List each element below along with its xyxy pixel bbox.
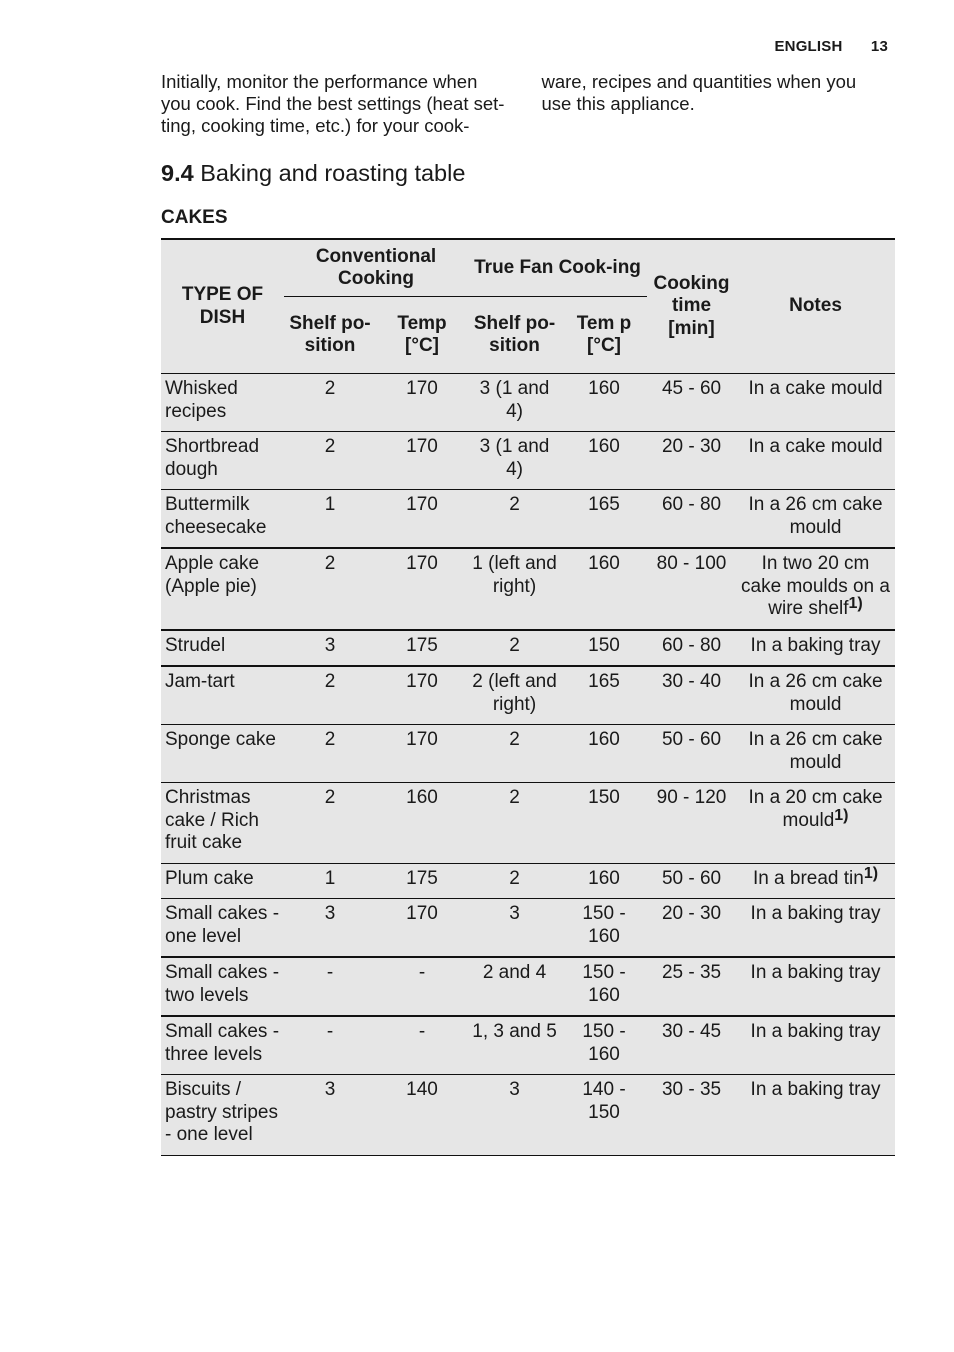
conventional-temp-cell: 140 (376, 1075, 468, 1156)
header-conventional-shelf-position: Shelf po-sition (289, 312, 371, 356)
conventional-temp-cell: 170 (376, 666, 468, 725)
fan-temp-cell: 150 - 160 (561, 899, 647, 958)
cooking-time-cell: 50 - 60 (647, 863, 736, 899)
footnote-marker: 1) (834, 806, 849, 824)
table-body (161, 374, 895, 1156)
fan-shelf-cell: 3 (468, 899, 561, 958)
notes-cell (736, 863, 895, 899)
conventional-shelf-cell: 2 (284, 374, 376, 432)
notes-cell: In a 26 cm cake mould (736, 490, 895, 549)
conventional-shelf-cell: 2 (284, 548, 376, 630)
fan-shelf-cell: 1, 3 and 5 (468, 1016, 561, 1075)
cooking-time-cell: 25 - 35 (647, 957, 736, 1016)
cooking-time-cell: 20 - 30 (647, 432, 736, 490)
cooking-time-cell: 20 - 30 (647, 899, 736, 958)
conventional-shelf-cell: 3 (284, 899, 376, 958)
conventional-shelf-cell: - (284, 1016, 376, 1075)
table-row (161, 725, 895, 783)
header-type-of-dish: TYPE OF DISH (161, 239, 284, 374)
cooking-time-cell: 50 - 60 (647, 725, 736, 783)
conventional-temp-cell: 170 (376, 490, 468, 549)
table-row (161, 899, 895, 958)
header-true-fan-cooking: True Fan Cook-ing (468, 239, 647, 297)
conventional-shelf-cell: - (284, 957, 376, 1016)
running-header (774, 38, 888, 55)
fan-shelf-cell: 2 and 4 (468, 957, 561, 1016)
footnote-marker: 1) (863, 864, 879, 882)
fan-temp-cell: 150 - 160 (561, 957, 647, 1016)
notes-cell: In a baking tray (736, 957, 895, 1016)
header-fan-shelf-position: Shelf po-sition (473, 312, 556, 356)
cooking-time-cell: 30 - 35 (647, 1075, 736, 1156)
notes-cell: In a cake mould (736, 432, 895, 490)
conventional-shelf-cell: 3 (284, 1075, 376, 1156)
cooking-time-cell: 60 - 80 (647, 490, 736, 549)
header-conventional-cooking: Conventional Cooking (284, 239, 468, 297)
dish-cell: Shortbread dough (161, 432, 284, 490)
dish-cell: Jam-tart (161, 666, 284, 725)
header-fan-temp: Tem p [°C] (576, 312, 632, 356)
dish-cell: Plum cake (161, 863, 284, 899)
conventional-temp-cell: 170 (376, 432, 468, 490)
table-row (161, 1075, 895, 1156)
notes-cell: In a baking tray (736, 899, 895, 958)
intro-text (161, 71, 889, 137)
table-row (161, 630, 895, 667)
intro-column-2: ware, recipes and quantities when you use this appliance. (541, 71, 857, 114)
dish-cell: Christmas cake / Rich fruit cake (161, 783, 284, 864)
conventional-temp-cell: 170 (376, 374, 468, 432)
fan-temp-cell: 150 - 160 (561, 1016, 647, 1075)
fan-shelf-cell: 2 (468, 783, 561, 864)
fan-temp-cell: 160 (561, 432, 647, 490)
fan-shelf-cell: 3 (1 and 4) (468, 374, 561, 432)
table-row (161, 666, 895, 725)
conventional-temp-cell: - (376, 1016, 468, 1075)
cooking-time-cell: 45 - 60 (647, 374, 736, 432)
conventional-shelf-cell: 1 (284, 863, 376, 899)
cooking-time-cell: 30 - 45 (647, 1016, 736, 1075)
table-row (161, 432, 895, 490)
intro-column-1: Initially, monitor the performance when you cook. Find the best settings (heat set-ting, cooking time, etc.) for your cook- (161, 71, 505, 136)
dish-cell: Buttermilk cheesecake (161, 490, 284, 549)
notes-text: In a 20 cm cake mould (748, 787, 883, 831)
conventional-temp-cell: 170 (376, 899, 468, 958)
notes-text: In a bread tin (752, 867, 864, 889)
fan-temp-cell: 160 (561, 374, 647, 432)
baking-table (161, 238, 895, 1156)
fan-temp-cell: 150 (561, 783, 647, 864)
section-title-text: Baking and roasting table (200, 160, 466, 186)
language-label: ENGLISH (774, 38, 843, 55)
table-row (161, 783, 895, 864)
table-row (161, 957, 895, 1016)
cooking-time-cell: 30 - 40 (647, 666, 736, 725)
fan-shelf-cell: 2 (left and right) (468, 666, 561, 725)
header-conventional-temp: Temp [°C] (397, 312, 447, 356)
fan-temp-cell: 165 (561, 666, 647, 725)
notes-text: In two 20 cm cake moulds on a wire shelf (741, 553, 890, 619)
dish-cell: Small cakes - three levels (161, 1016, 284, 1075)
dish-cell: Apple cake (Apple pie) (161, 548, 284, 630)
table-row (161, 863, 895, 899)
footnote-marker: 1) (848, 595, 863, 612)
notes-cell: In a baking tray (736, 1016, 895, 1075)
section-title (161, 160, 465, 187)
dish-cell: Small cakes - two levels (161, 957, 284, 1016)
fan-temp-cell: 160 (561, 863, 647, 899)
conventional-temp-cell: 160 (376, 783, 468, 864)
page-number: 13 (870, 38, 888, 55)
fan-shelf-cell: 2 (468, 490, 561, 549)
fan-shelf-cell: 2 (468, 630, 561, 667)
conventional-shelf-cell: 2 (284, 783, 376, 864)
fan-shelf-cell: 3 (1 and 4) (468, 432, 561, 490)
table-row (161, 374, 895, 432)
header-cooking-time: Cooking time [min] (647, 239, 736, 374)
dish-cell: Small cakes - one level (161, 899, 284, 958)
dish-cell: Whisked recipes (161, 374, 284, 432)
conventional-temp-cell: 170 (376, 548, 468, 630)
fan-shelf-cell: 1 (left and right) (468, 548, 561, 630)
fan-temp-cell: 160 (561, 548, 647, 630)
conventional-shelf-cell: 3 (284, 630, 376, 667)
conventional-shelf-cell: 2 (284, 432, 376, 490)
fan-shelf-cell: 3 (468, 1075, 561, 1156)
conventional-shelf-cell: 2 (284, 725, 376, 783)
notes-cell (736, 783, 895, 864)
notes-cell: In a 26 cm cake mould (736, 725, 895, 783)
header-notes: Notes (736, 239, 895, 374)
conventional-temp-cell: - (376, 957, 468, 1016)
table-row (161, 548, 895, 630)
notes-cell: In a baking tray (736, 1075, 895, 1156)
conventional-temp-cell: 170 (376, 725, 468, 783)
fan-temp-cell: 165 (561, 490, 647, 549)
cooking-time-cell: 60 - 80 (647, 630, 736, 667)
table-caption: CAKES (161, 207, 228, 228)
section-number: 9.4 (161, 160, 194, 186)
dish-cell: Biscuits / pastry stripes - one level (161, 1075, 284, 1156)
fan-shelf-cell: 2 (468, 725, 561, 783)
conventional-shelf-cell: 2 (284, 666, 376, 725)
dish-cell: Strudel (161, 630, 284, 667)
table-row (161, 490, 895, 549)
conventional-shelf-cell: 1 (284, 490, 376, 549)
conventional-temp-cell: 175 (376, 630, 468, 667)
fan-temp-cell: 150 (561, 630, 647, 667)
notes-cell: In a 26 cm cake mould (736, 666, 895, 725)
dish-cell: Sponge cake (161, 725, 284, 783)
notes-cell (736, 548, 895, 630)
cooking-time-cell: 80 - 100 (647, 548, 736, 630)
fan-shelf-cell: 2 (468, 863, 561, 899)
table-row (161, 1016, 895, 1075)
fan-temp-cell: 140 - 150 (561, 1075, 647, 1156)
cooking-time-cell: 90 - 120 (647, 783, 736, 864)
conventional-temp-cell: 175 (376, 863, 468, 899)
notes-cell: In a cake mould (736, 374, 895, 432)
fan-temp-cell: 160 (561, 725, 647, 783)
notes-cell: In a baking tray (736, 630, 895, 667)
